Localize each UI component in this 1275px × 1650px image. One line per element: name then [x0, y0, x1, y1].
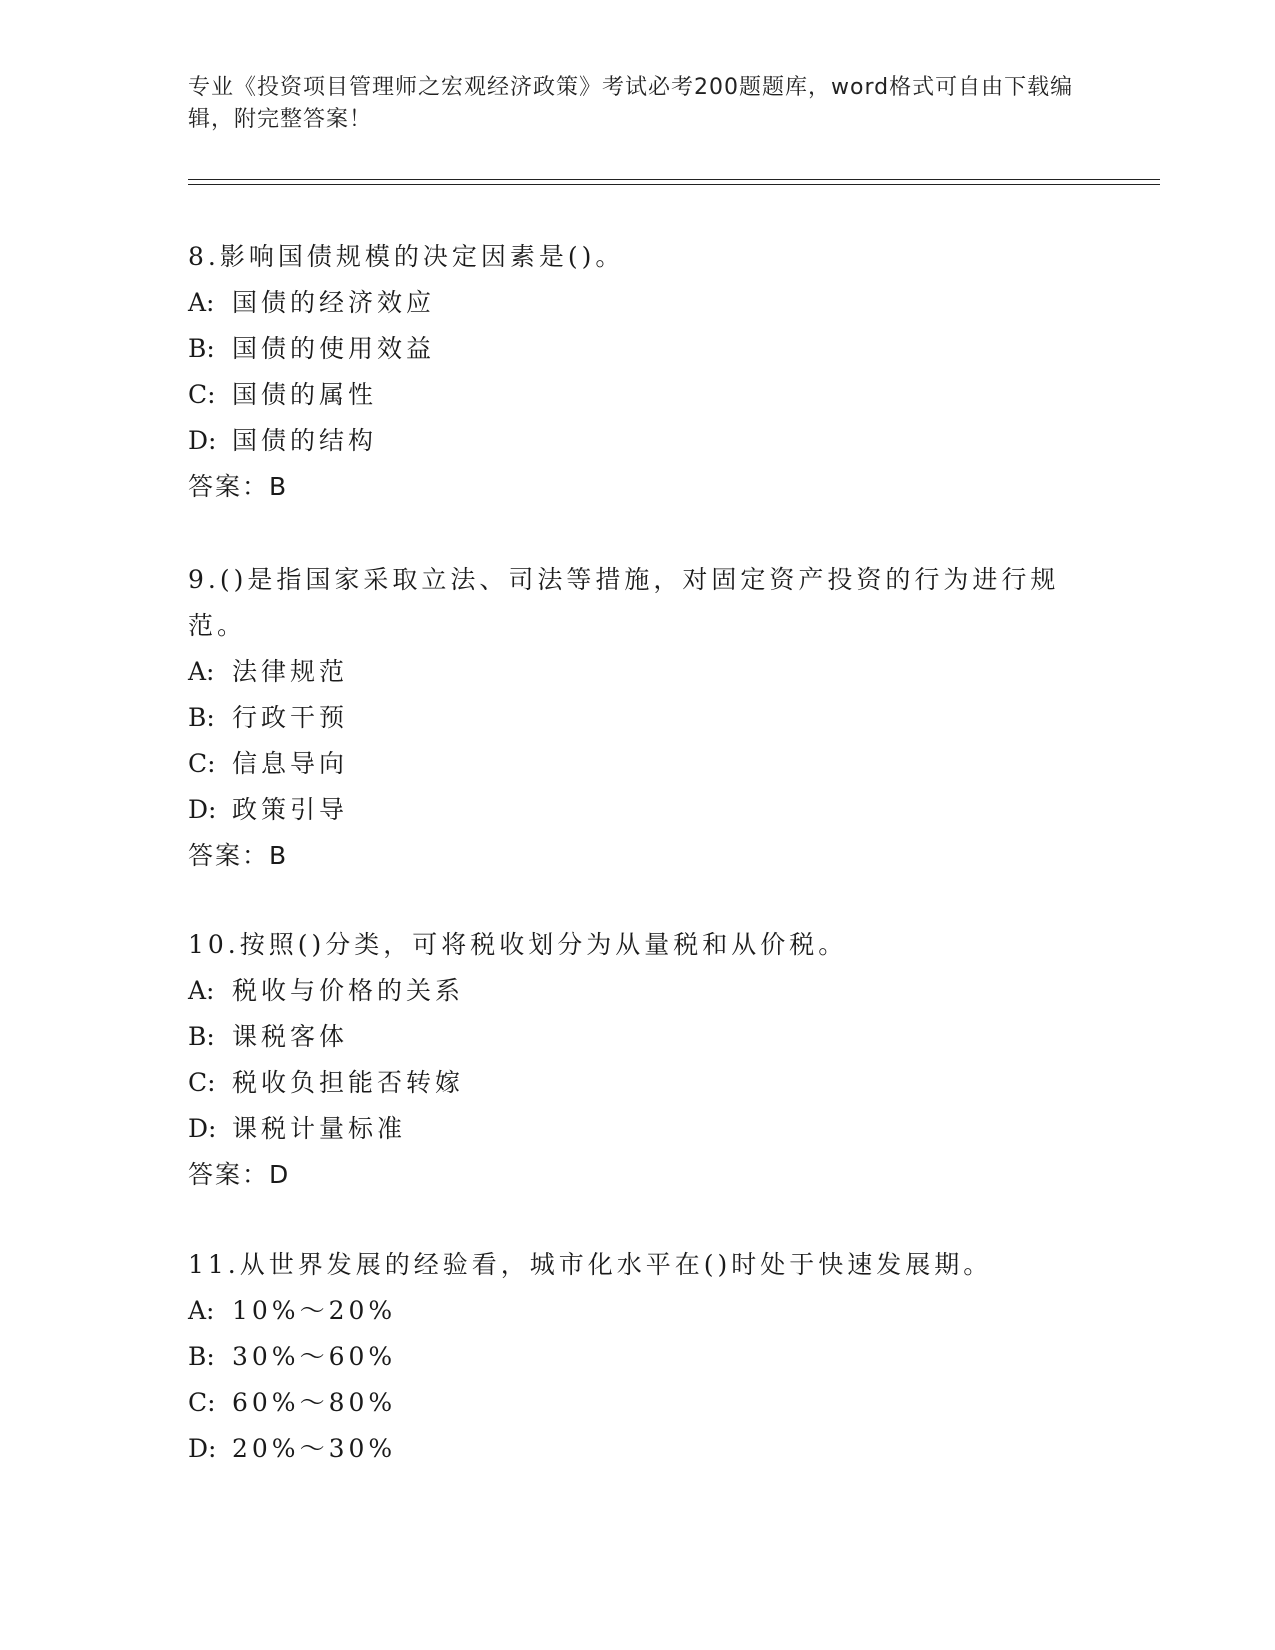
question-10 — [188, 922, 1088, 1198]
option-b — [188, 695, 1088, 741]
option-text: 30%～60% — [232, 1342, 397, 1371]
option-b — [188, 326, 1088, 372]
question-stem: 10.按照()分类，可将税收划分为从量税和从价税。 — [188, 930, 848, 959]
option-letter: B: — [188, 1022, 215, 1051]
option-text: 税收负担能否转嫁 — [232, 1068, 465, 1097]
option-b — [188, 1014, 1088, 1060]
answer-line: 答案：B — [188, 472, 289, 501]
option-letter: C: — [188, 380, 216, 409]
option-letter: A: — [188, 288, 215, 317]
option-letter: A: — [188, 976, 215, 1005]
option-d — [188, 418, 1088, 464]
option-d — [188, 1106, 1088, 1152]
option-a — [188, 968, 1088, 1014]
option-letter: D: — [188, 1434, 217, 1463]
option-letter: B: — [188, 334, 215, 363]
option-a — [188, 649, 1088, 695]
option-letter: B: — [188, 703, 215, 732]
option-letter: B: — [188, 1342, 215, 1371]
option-letter: A: — [188, 1296, 215, 1325]
option-text: 国债的结构 — [232, 426, 378, 455]
option-c — [188, 1380, 1088, 1426]
option-letter: D: — [188, 1114, 217, 1143]
option-a — [188, 1288, 1088, 1334]
option-letter: A: — [188, 657, 215, 686]
option-b — [188, 1334, 1088, 1380]
document-header-text: 专业《投资项目管理师之宏观经济政策》考试必考200题题库，word格式可自由下载编辑，附完整答案！ — [188, 75, 1074, 132]
answer-line: 答案：B — [188, 841, 289, 870]
option-text: 行政干预 — [232, 703, 349, 732]
option-c — [188, 741, 1088, 787]
option-text: 课税客体 — [232, 1022, 349, 1051]
option-text: 国债的使用效益 — [232, 334, 436, 363]
option-letter: C: — [188, 1388, 216, 1417]
question-9 — [188, 557, 1088, 879]
header-divider-bottom — [188, 184, 1160, 185]
option-letter: C: — [188, 749, 216, 778]
header-divider-top — [188, 179, 1160, 180]
option-text: 信息导向 — [232, 749, 349, 778]
option-text: 10%～20% — [232, 1296, 397, 1325]
option-text: 20%～30% — [232, 1434, 397, 1463]
option-text: 税收与价格的关系 — [232, 976, 465, 1005]
question-11 — [188, 1242, 1088, 1472]
option-a — [188, 280, 1088, 326]
option-text: 课税计量标准 — [232, 1114, 407, 1143]
option-text: 60%～80% — [232, 1388, 397, 1417]
option-c — [188, 1060, 1088, 1106]
option-d — [188, 1426, 1088, 1472]
question-stem: 11.从世界发展的经验看，城市化水平在()时处于快速发展期。 — [188, 1250, 993, 1279]
option-text: 政策引导 — [232, 795, 349, 824]
option-c — [188, 372, 1088, 418]
answer-line: 答案：D — [188, 1160, 291, 1189]
option-letter: C: — [188, 1068, 216, 1097]
option-text: 国债的属性 — [232, 380, 378, 409]
option-text: 法律规范 — [232, 657, 349, 686]
question-stem: 8.影响国债规模的决定因素是()。 — [188, 242, 625, 271]
option-text: 国债的经济效应 — [232, 288, 436, 317]
option-letter: D: — [188, 795, 217, 824]
option-letter: D: — [188, 426, 217, 455]
question-8 — [188, 234, 1088, 510]
option-d — [188, 787, 1088, 833]
question-stem: 9.()是指国家采取立法、司法等措施，对固定资产投资的行为进行规范。 — [188, 565, 1060, 640]
